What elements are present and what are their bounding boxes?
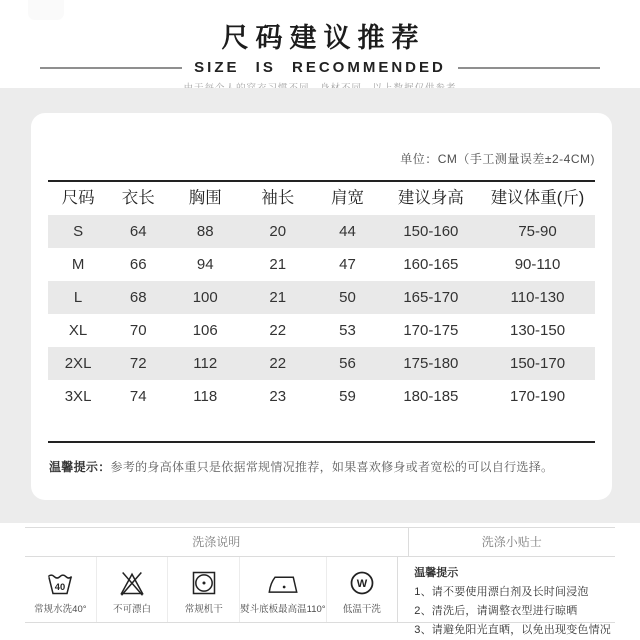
cell: 75-90 xyxy=(518,223,557,240)
cell: 90-110 xyxy=(514,256,561,273)
col-header-chest: 胸围 xyxy=(188,189,222,207)
care-cell-bleach xyxy=(97,557,169,622)
cell: M xyxy=(71,256,85,273)
right-rule xyxy=(458,67,600,69)
cell: 50 xyxy=(339,289,356,306)
care-cell-wash xyxy=(25,557,97,622)
care-icon-label: 常规水洗40° xyxy=(34,603,87,615)
cell: 72 xyxy=(129,355,147,372)
care-tip-1: 1、请不要使用漂白剂及长时间浸泡 xyxy=(414,586,589,598)
cell: 66 xyxy=(129,256,147,273)
page-subtitle: SIZE IS RECOMMENDED xyxy=(194,59,446,76)
care-icon-label: 常规机干 xyxy=(184,603,223,615)
table-row-xl xyxy=(48,314,595,347)
col-header-weight: 建议体重(斤) xyxy=(490,189,585,207)
care-icon-label: 熨斗底板最高温110° xyxy=(240,603,326,615)
unit-note: 单位：CM（手工测量误差±2-4CM) xyxy=(400,152,595,166)
no-bleach-icon xyxy=(118,569,146,597)
table-row-m xyxy=(48,248,595,281)
svg-text:40: 40 xyxy=(55,581,66,592)
cell: 118 xyxy=(193,388,218,405)
garment-photo-fragment xyxy=(28,0,64,20)
cell: 175-180 xyxy=(403,355,459,372)
cell: 47 xyxy=(339,256,356,273)
cell: 112 xyxy=(193,355,218,372)
tumble-dry-icon xyxy=(190,569,218,597)
size-tip-text: 参考的身高体重只是依据常规情况推荐，如果喜欢修身或者宽松的可以自行选择。 xyxy=(110,460,554,474)
cell: 2XL xyxy=(64,355,92,372)
cell: 106 xyxy=(192,322,218,339)
cell: 21 xyxy=(269,289,287,306)
cell: 94 xyxy=(196,256,214,273)
iron-110-icon xyxy=(267,569,299,597)
cell: 53 xyxy=(339,322,356,339)
care-body-row xyxy=(25,557,615,636)
cell: 56 xyxy=(339,355,356,372)
care-cell-dryclean xyxy=(327,557,398,622)
table-row-2xl xyxy=(48,347,595,380)
size-table-header-row xyxy=(48,182,595,215)
care-cell-iron xyxy=(240,557,326,622)
cell: 100 xyxy=(192,289,218,306)
table-row-3xl xyxy=(48,380,595,413)
care-icons-area xyxy=(25,557,398,622)
page-title: 尺码建议推荐 xyxy=(221,23,426,53)
size-card xyxy=(31,113,612,500)
subtitle-row xyxy=(40,59,600,76)
col-header-sleeve: 袖长 xyxy=(261,189,295,207)
cell: XL xyxy=(68,322,88,339)
cell: 110-130 xyxy=(510,289,565,306)
cell: 68 xyxy=(129,289,147,306)
col-header-shoulder: 肩宽 xyxy=(330,189,364,207)
cell: 44 xyxy=(339,223,356,240)
care-header-row xyxy=(25,528,615,557)
size-tip-label: 温馨提示： xyxy=(49,460,111,474)
cell: 59 xyxy=(339,388,356,405)
cell: L xyxy=(73,289,83,306)
size-tip-line xyxy=(49,458,594,475)
cell: 74 xyxy=(129,388,147,405)
cell: 21 xyxy=(269,256,287,273)
care-tip-3: 3、请避免阳光直晒，以免出现变色情况 xyxy=(414,624,611,636)
cell: 150-170 xyxy=(509,355,566,372)
cell: 88 xyxy=(196,223,214,240)
table-row-s xyxy=(48,215,595,248)
col-header-length: 衣长 xyxy=(121,189,155,207)
cell: S xyxy=(73,223,84,240)
col-header-height: 建议身高 xyxy=(397,189,464,207)
dry-clean-w-icon xyxy=(348,569,376,597)
cell: 3XL xyxy=(64,388,92,405)
content-background xyxy=(0,88,640,523)
cell: 23 xyxy=(269,388,287,405)
care-cell-tumble xyxy=(168,557,240,622)
cell: 170-190 xyxy=(509,388,566,405)
cell: 22 xyxy=(269,322,287,339)
cell: 70 xyxy=(129,322,147,339)
care-table xyxy=(25,527,615,636)
cell: 64 xyxy=(129,223,147,240)
cell: 130-150 xyxy=(509,322,566,339)
title-band xyxy=(0,0,640,88)
care-tips-title: 温馨提示 xyxy=(414,567,459,579)
care-icon-label: 不可漂白 xyxy=(113,603,152,615)
care-header-tips: 洗涤小贴士 xyxy=(481,535,542,549)
cell: 150-160 xyxy=(403,223,459,240)
size-table xyxy=(48,180,595,443)
cell: 22 xyxy=(269,355,287,372)
table-row-l xyxy=(48,281,595,314)
care-icon-label: 低温干洗 xyxy=(342,603,381,615)
care-section xyxy=(0,523,640,640)
cell: 180-185 xyxy=(403,388,459,405)
care-tip-2: 2、清洗后，请调整衣型进行晾晒 xyxy=(414,605,578,617)
wash-40-icon xyxy=(46,569,74,597)
col-header-size: 尺码 xyxy=(61,189,95,207)
cell: 170-175 xyxy=(403,322,459,339)
left-rule xyxy=(40,67,182,69)
svg-text:W: W xyxy=(356,577,368,590)
cell: 165-170 xyxy=(403,289,459,306)
cell: 160-165 xyxy=(403,256,459,273)
care-tips-area xyxy=(398,557,615,636)
care-header-washing: 洗涤说明 xyxy=(25,528,409,556)
cell: 20 xyxy=(269,223,287,240)
